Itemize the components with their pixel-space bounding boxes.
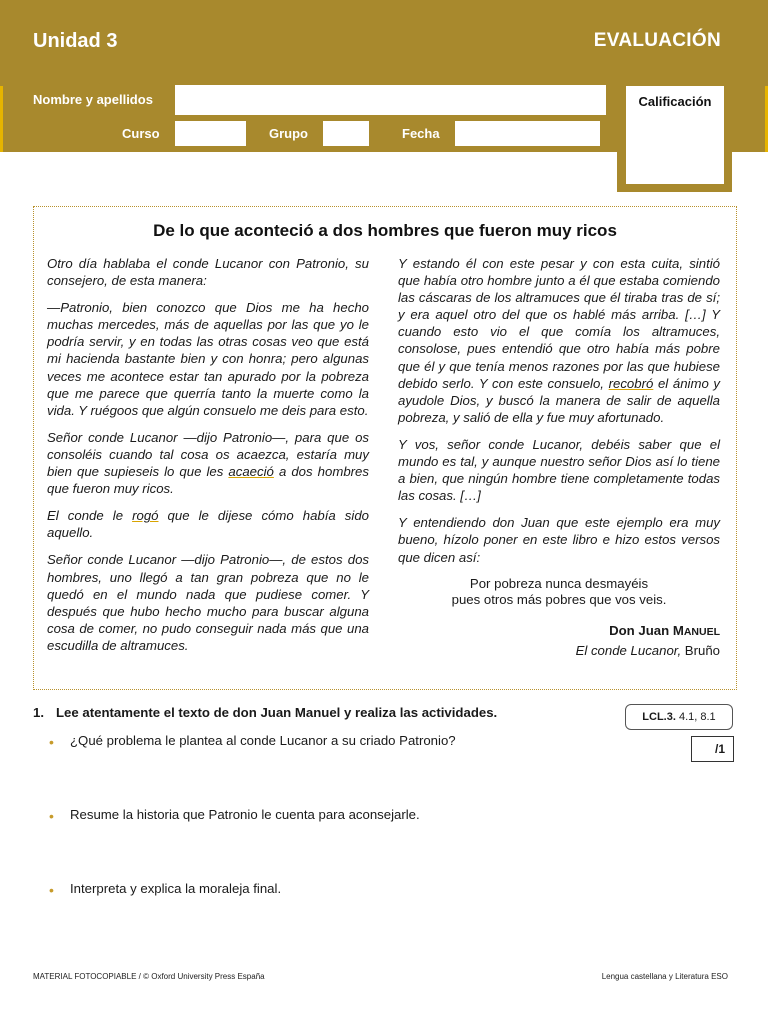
- text-column-right: [398, 255, 720, 659]
- activity-item: ¿Qué problema le plantea al conde Lucanor a su criado Patronio?: [70, 733, 456, 748]
- underlined-word: recobró: [608, 375, 654, 391]
- text-title: De lo que aconteció a dos hombres que fueron muy ricos: [153, 221, 617, 240]
- underlined-word: acaeció: [228, 464, 274, 480]
- bullet-icon: •: [49, 882, 54, 898]
- section-title: EVALUACIÓN: [593, 30, 721, 51]
- date-field[interactable]: [455, 121, 600, 146]
- criteria-badge: LCL.3. 4.1, 8.1: [625, 704, 733, 730]
- work-citation: El conde Lucanor, Bruño: [575, 642, 720, 658]
- paragraph: Señor conde Lucanor —dijo Patronio—, para que os consoléis cuando tal cosa os acaezca, estaría muy bien que supieseis lo que les acaeció a dos hombres que fueron muy ricos.: [47, 429, 369, 497]
- date-label: Fecha: [402, 126, 440, 141]
- footer-copyright: MATERIAL FOTOCOPIABLE / © Oxford University Press España: [33, 972, 265, 981]
- footer-subject: Lengua castellana y Literatura ESO: [601, 972, 728, 981]
- underlined-word: rogó: [132, 508, 159, 524]
- bullet-icon: •: [49, 808, 54, 824]
- paragraph: Otro día hablaba el conde Lucanor con Patronio, su consejero, de esta manera:: [47, 256, 369, 289]
- name-field[interactable]: [175, 85, 606, 115]
- reading-text-box: [33, 206, 737, 690]
- verse-line: Por pobreza nunca desmayéis: [469, 575, 649, 591]
- author-name: Don Juan MANUEL: [609, 622, 720, 638]
- verse-line: pues otros más pobres que vos veis.: [451, 592, 667, 608]
- question-prompt: Lee atentamente el texto de don Juan Manuel y realiza las actividades.: [56, 705, 498, 720]
- group-field[interactable]: [323, 121, 369, 146]
- name-label: Nombre y apellidos: [33, 92, 153, 107]
- course-field[interactable]: [175, 121, 246, 146]
- bullet-icon: •: [49, 734, 54, 750]
- grade-box[interactable]: [626, 86, 724, 184]
- paragraph: Y vos, señor conde Lucanor, debéis saber que el mundo es tal, y aunque nuestro señor Dios así lo tiene a bien, que ningún hombre tiene completamente todas las cosas. […]: [398, 436, 720, 504]
- paragraph: Y entendiendo don Juan que este ejemplo era muy bueno, hízolo poner en este libro e hizo estos versos que dicen así:: [398, 515, 720, 565]
- paragraph: —Patronio, bien conozco que Dios me ha hecho muchas mercedes, más de aquellas por las que yo le podría servir, y en todas las otras cosas veo que está mi hacienda bastante bien y con honra; pero algunas veces me acontece estar tan apurado por la pobreza que me parece que querría tanto la muerte como la vida. Y ruégoos que algún consuelo me deis para esto.: [47, 300, 369, 418]
- grade-box-frame: [617, 84, 732, 192]
- text-column-left: [47, 255, 369, 664]
- score-box[interactable]: /1: [691, 736, 734, 762]
- verse: [398, 576, 720, 609]
- paragraph: El conde le rogó que le dijese cómo había sido aquello.: [47, 508, 369, 541]
- question-number: 1.: [33, 705, 44, 720]
- unit-title: Unidad 3: [33, 30, 118, 52]
- activity-item: Resume la historia que Patronio le cuenta para aconsejarle.: [70, 807, 420, 822]
- activity-item: Interpreta y explica la moraleja final.: [70, 881, 282, 896]
- group-label: Grupo: [269, 126, 308, 141]
- left-accent-bar: [0, 86, 3, 152]
- paragraph: Y estando él con este pesar y con esta cuita, sintió que había otro hombre junto a él que estaba comiendo las cáscaras de los altramuces que él tiraba tras de sí; y era aquel otro del que os hablé más arriba. […] Y cuando esto vio el que comía los altramuces, consolose, pues entendió que otro había más pobre que él y que tenía menos razones por las que hubiese debido serlo. Y con este consuelo, recobró el ánimo y ayudole Dios, y buscó la manera de salir de aquella pobreza, y salió de ella y fue muy afortunado.: [398, 256, 720, 425]
- grade-label: Calificación: [638, 94, 712, 109]
- course-label: Curso: [122, 126, 160, 141]
- paragraph: Señor conde Lucanor —dijo Patronio—, de estos dos hombres, uno llegó a tan gran pobreza que no le quedó en el mundo nada que pudiese comer. Y después que hubo hecho mucho para buscar alguna cosa de comer, no pudo conseguir nada más que una escudilla de altramuces.: [47, 552, 369, 653]
